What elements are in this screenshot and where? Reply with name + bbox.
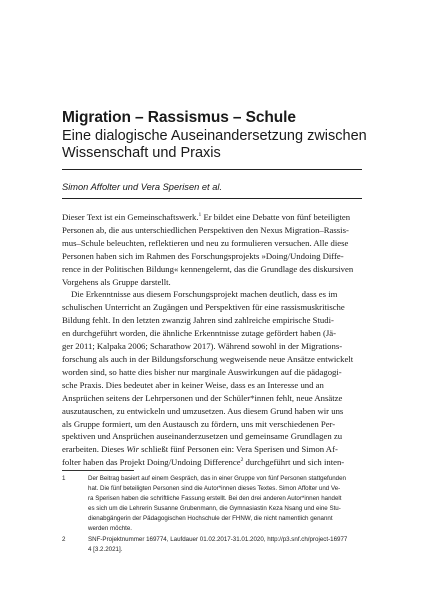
footnote-line: werden möchte. [88,525,133,533]
title-divider-top [62,169,362,170]
footnote-line: Der Beitrag basiert auf einem Gespräch, das in einer Gruppe von fünf Personen stattgefunden [88,475,346,482]
text-line: auszutauschen, zu entwickeln und umzusetzen. Aus diesem Grund haben wir uns [62,405,344,416]
authors: Simon Affolter und Vera Sperisen et al. [62,182,223,192]
footnote-1 [62,474,362,535]
text-line: rence in der Politischen Bildung« kennengelernt, das die Grundlage des diskursiven [62,263,354,274]
footnote-line: dienabgängerin der Pädagogischen Hochschule der FHNW, die nicht namentlich genannt [88,515,333,523]
footnote-divider [62,470,134,471]
text-line: en durchgeführt worden, die ähnliche Erkenntnisse zutage gefördert haben (Jä- [62,328,337,339]
text-line: folter haben das Projekt Doing/Undoing Difference$^2$ durchgeführt und sich inten- [62,457,345,468]
footnote-line: hat. Die fünf beteiligten Personen sind die Autor*innen dieses Textes. Simon Affolter und Ve- [88,485,341,493]
footnote-number: 2 [62,535,66,543]
footnote-number: 1 [62,475,66,482]
footnote-line[interactable]: SNF-Projektnummer 169774, Laufdauer 01.02.2017-31.01.2020, http://p3.snf.ch/project-16977 [88,535,348,543]
text-line: sche Praxis. Dies bedeutet aber in keiner Weise, dass es an Interesse und an [62,379,324,390]
text-line: Vorgehens als Gruppe darstellt. [62,276,171,287]
text-line: schulischen Unterricht an Zugängen und Perspektiven für eine rassismuskritische [62,302,345,313]
text-line: ger 2011; Kalpaka 2006; Scharathow 2017). Während sowohl in der Migrations- [62,341,343,352]
chapter-title: Migration – Rassismus – Schule [62,109,296,126]
text-line: Dieser Text ist ein Gemeinschaftswerk.$^1$ Er bildet eine Debatte von fünf beteiligten [62,212,351,222]
text-line: Die Erkenntnisse aus diesem Forschungsprojekt machen deutlich, dass es im [71,289,338,300]
footnote-2 [62,535,362,555]
paragraph-1 [62,211,362,288]
footnote-line: ra Sperisen haben die schriftliche Fassung erstellt. Bei den drei anderen Autor*innen handelt [88,495,342,503]
footnote-ref-2[interactable]: 2 [240,457,244,464]
text-line: Personen ab, die aus unterschiedlichen Perspektiven den Nexus Migration–Rassis- [62,224,349,235]
text-line: worden sind, so hatte dies bisher nur marginale Auswirkungen auf die pädagogi- [62,366,342,377]
footnotes [62,474,362,555]
subtitle-line: Eine dialogische Auseinandersetzung zwischen [62,128,367,144]
text-line: als Gruppe formiert, um den Austausch zu fördern, uns mit verschiedenen Per- [62,418,336,429]
title-divider-bottom [62,198,362,199]
subtitle-line: Wissenschaft und Praxis [62,145,221,161]
text-line: forschung als auch in der Bildungsforschung wegweisende neue Ansätze entwickelt [62,353,354,364]
footnote-line: 4 [3.2.2021]. [88,545,123,553]
text-line: mus–Schule beleuchten, reflektieren und neu zu formulieren versuchen. Alle diese [62,237,349,248]
text-line: Ansprüchen seitens der Lehrpersonen und der Schüler*innen fehlt, neue Ansätze [62,392,343,403]
text-line: Bildung fehlt. In den letzten zwanzig Jahren sind zahlreiche empirische Studi- [62,315,334,326]
paragraph-2 [62,288,362,469]
chapter-subtitle [62,128,367,162]
body-text [62,211,362,469]
text-line: erarbeiten. Dieses Wir schließt fünf Personen ein: Vera Sperisen und Simon Af- [62,444,338,455]
footnote-ref-1[interactable]: 1 [198,212,202,219]
footnote-text [88,474,362,535]
footnote-line: es sich um die Lehrerin Susanne Grubenmann, die Gymnasiastin Keza Nsang und eine Stu- [88,505,341,513]
text-line: spektiven und Ansprüchen auseinanderzusetzen und gemeinsame Grundlagen zu [62,431,343,442]
footnote-text [88,535,362,555]
text-line: Personen haben sich im Rahmen des Forschungsprojekts »Doing/Undoing Diffe- [62,250,344,261]
